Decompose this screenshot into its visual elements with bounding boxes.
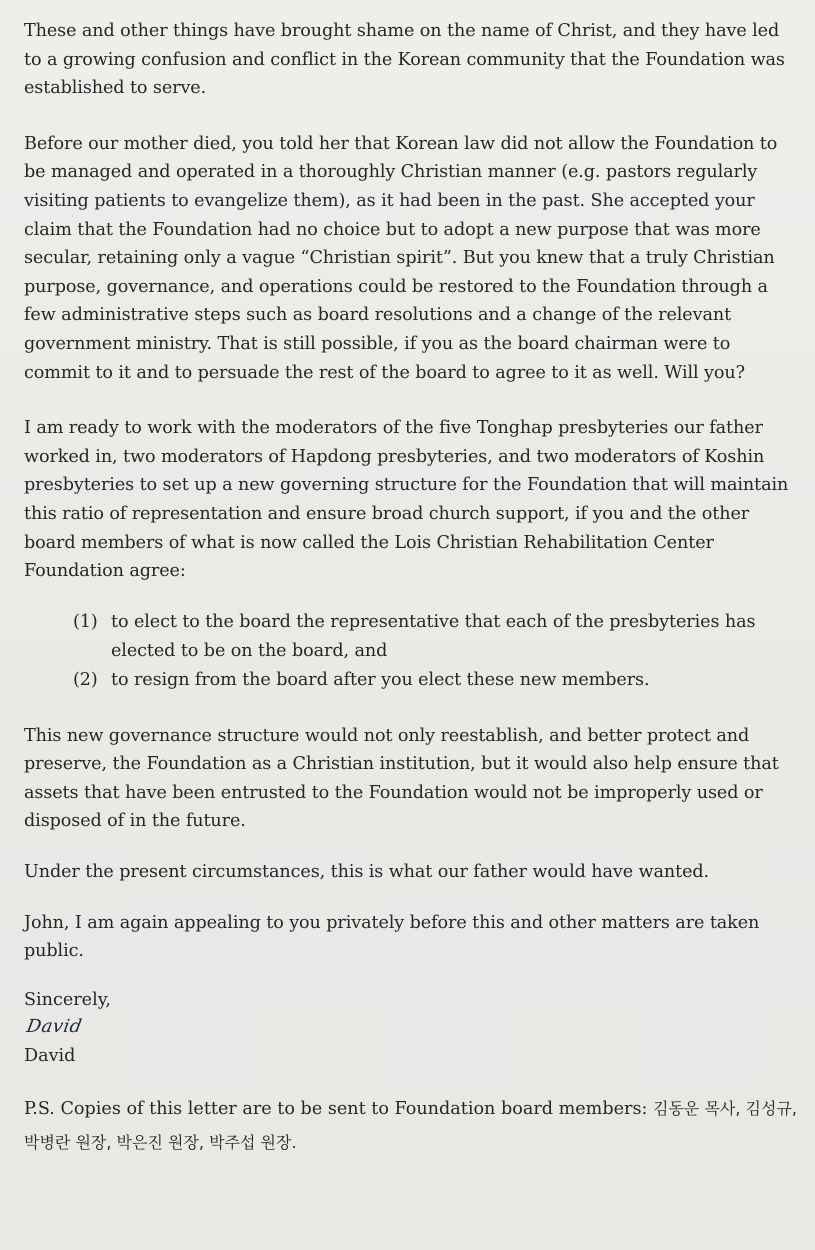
request-list [24, 608, 801, 695]
paragraph-governance: This new governance structure would not only reestablish, and better protect and preserve, the Foundation as a Christian institution, but it would also help ensure that assets that have been entrusted to the Foundation would not be improperly used or disposed of in the future. [24, 725, 779, 832]
postscript-board-member-names: 김동운 목사, 김성규, 박병란 원장, 박은진 원장, 박주섭 원장. [24, 1098, 797, 1152]
handwritten-signature: David [24, 1015, 84, 1037]
list-item-number: (2) [73, 669, 98, 690]
postscript-text: P.S. Copies of this letter are to be sent to Foundation board members: [24, 1098, 648, 1119]
list-item-number: (1) [73, 611, 98, 632]
signature-name: David [24, 1045, 76, 1066]
paragraph-moderators: I am ready to work with the moderators of the five Tonghap presbyteries our father worked in, two moderators of Hapdong presbyteries, and two moderators of Koshin presbyteries to set up a new governing structure for the Foundation that will maintain this ratio of representation and ensure broad church support, if you and the other board members of what is now called the Lois Christian Rehabilitation Center Foundation agree: [24, 418, 789, 582]
list-item-text: to elect to the board the representative that each of the presbyteries has elected to be on the board, and [111, 611, 756, 661]
paragraph-father-wanted: Under the present circumstances, this is what our father would have wanted. [24, 862, 710, 883]
paragraph-mother: Before our mother died, you told her that Korean law did not allow the Foundation to be managed and operated in a thoroughly Christian manner (e.g. pastors regularly visiting patients to evangelize them), as it had been in the past. She accepted your claim that the Foundation had no choice but to adopt a new purpose that was more secular, retaining only a vague “Christian spirit”. But you knew that a truly Christian purpose, governance, and operations could be restored to the Foundation through a few administrative steps such as board resolutions and a change of the relevant government ministry. That is still possible, if you as the board chairman were to commit to it and to persuade the rest of the board to agree to it as well. Will you? [24, 133, 778, 383]
list-item-text: to resign from the board after you elect these new members. [111, 669, 650, 690]
paragraph-shame: These and other things have brought shame on the name of Christ, and they have led to a growing confusion and conflict in the Korean community that the Foundation was established to serve. [24, 21, 785, 99]
list-item [24, 666, 801, 695]
postscript [24, 1092, 801, 1160]
closing-salutation: Sincerely, [24, 989, 111, 1010]
paragraph-appeal: John, I am again appealing to you privately before this and other matters are taken public. [24, 912, 760, 962]
list-item [24, 608, 801, 666]
